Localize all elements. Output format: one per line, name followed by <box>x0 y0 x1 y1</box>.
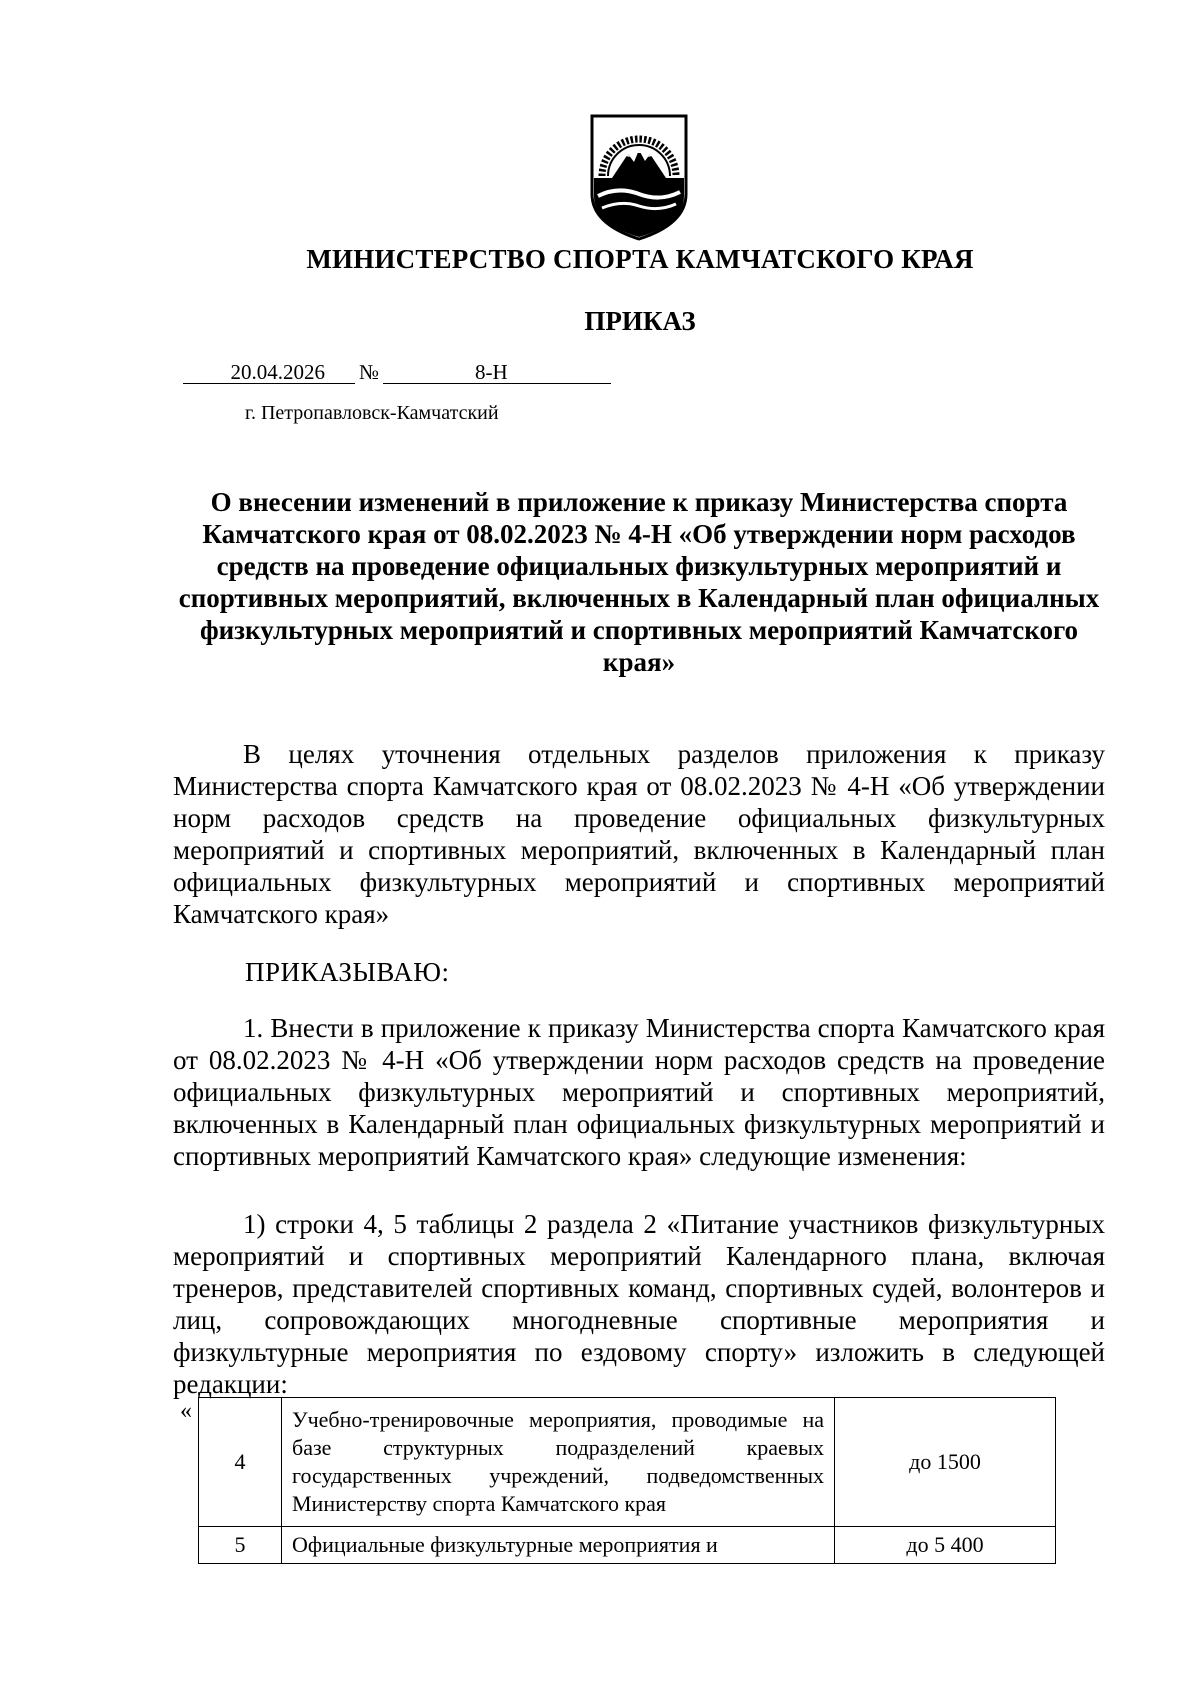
table-row <box>199 1398 1056 1527</box>
row-value: до 5 400 <box>835 1527 1056 1564</box>
document-type: ПРИКАЗ <box>584 306 696 336</box>
number-sign: № <box>359 360 380 384</box>
order-date: 20.04.2026 <box>230 360 325 384</box>
number-field <box>383 361 611 384</box>
order-number: 8-Н <box>475 360 508 384</box>
preamble-paragraph: В целях уточнения отдельных разделов приложения к приказу Министерства спорта Камчатского края от 08.02.2023 № 4-Н «Об утверждении норм расходов средств на проведение официальных физкультурных мероприятий и спортивных мероприятий, включенных в Календарный план официальных физкультурных мероприятий и спортивных мероприятий Камчатского края» <box>173 739 1105 929</box>
item-1-paragraph: 1. Внести в приложение к приказу Министерства спорта Камчатского края от 08.02.2023 № 4-Н «Об утверждении норм расходов средств на проведение официальных физкультурных мероприятий и спортивных мероприятий, включенных в Календарный план официальных физкультурных мероприятий и спортивных мероприятий Камчатского края» следующие изменения: <box>173 1013 1105 1171</box>
ministry-name: МИНИСТЕРСТВО СПОРТА КАМЧАТСКОГО КРАЯ <box>306 244 974 274</box>
order-subject: О внесении изменений в приложение к приказу Министерства спорта Камчатского края от 08.02.2023 № 4-Н «Об утверждении норм расходов средств на проведение официальных физкультурных мероприятий и спортивных мероприятий, включенных в Календарный план официалных физкультурных мероприятий и спортивных мероприятий Камчатского края» <box>178 487 1100 677</box>
row-value: до 1500 <box>835 1398 1056 1527</box>
city: г. Петропавловск-Камчатский <box>245 402 499 424</box>
orders-heading: ПРИКАЗЫВАЮ: <box>245 957 450 987</box>
row-number: 5 <box>199 1527 282 1564</box>
row-name: Официальные физкультурные мероприятия и <box>282 1527 835 1564</box>
subitem-1-paragraph: 1) строки 4, 5 таблицы 2 раздела 2 «Питание участников физкультурных мероприятий и спортивных мероприятий Календарного плана, включая тренеров, представителей спортивных команд, спортивных судей, волонтеров и лиц, сопровождающих многодневные спортивные мероприятия и физкультурные мероприятия по ездовому спорту» изложить в следующей редакции: <box>173 1209 1105 1399</box>
date-number-line <box>183 360 611 385</box>
row-number: 4 <box>199 1398 282 1527</box>
table-open-quote: « <box>180 1398 192 1424</box>
norms-table <box>198 1397 1056 1564</box>
table-row <box>199 1527 1056 1564</box>
coat-of-arms-icon <box>588 112 690 242</box>
row-name: Учебно-тренировочные мероприятия, проводимые на базе структурных подразделений краевых государственных учреждений, подведомственных Министерству спорта Камчатского края <box>282 1398 835 1527</box>
date-field <box>183 361 355 384</box>
